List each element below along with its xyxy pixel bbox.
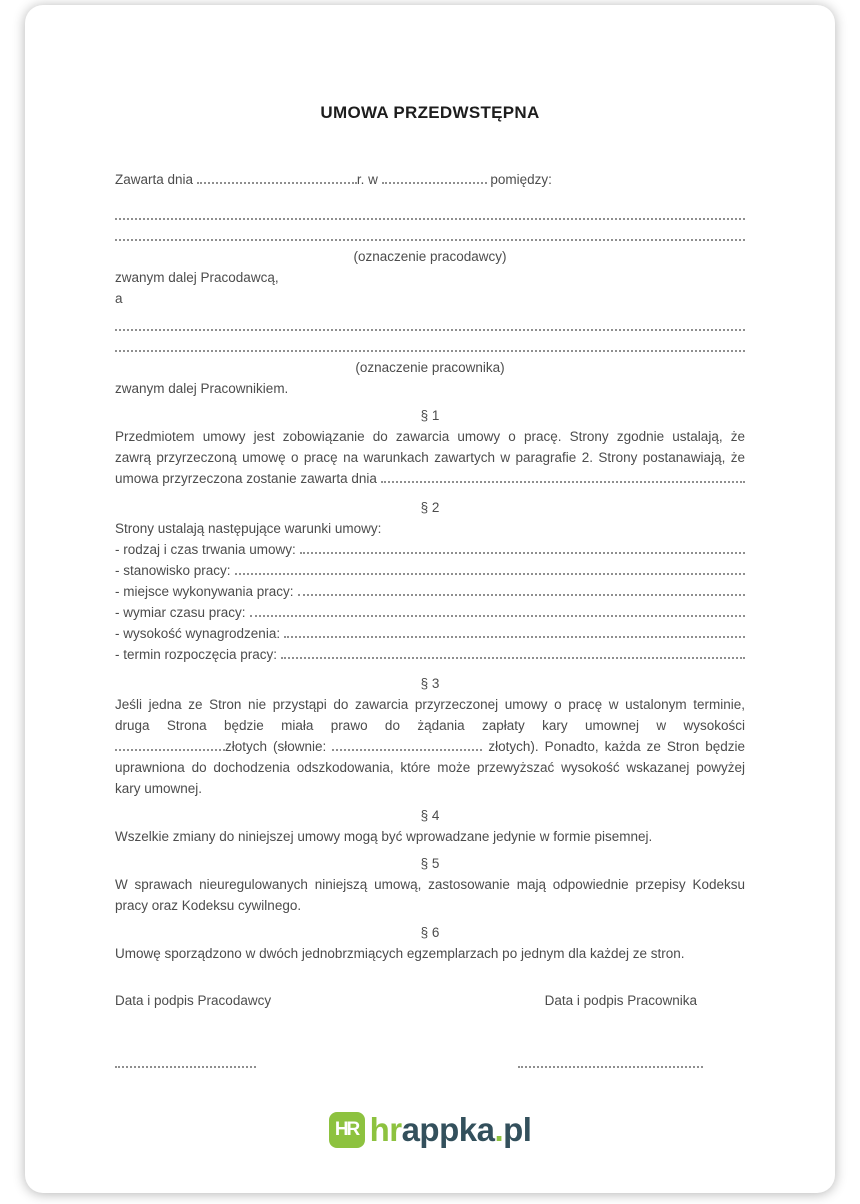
section-4-text: Wszelkie zmiany do niniejszej umowy mogą być wprowadzane jedynie w formie pisemnej. bbox=[115, 829, 653, 844]
section-1-heading: § 1 bbox=[420, 408, 440, 423]
list-item bbox=[115, 581, 745, 602]
wordmark-pl: pl bbox=[503, 1111, 532, 1148]
wordmark-hr: hr bbox=[369, 1111, 402, 1148]
contract-type-blank-line bbox=[300, 551, 745, 554]
employee-signature-label: Data i podpis Pracownika bbox=[544, 993, 697, 1008]
employee-caption: (oznaczenie pracownika) bbox=[355, 360, 505, 375]
workplace-label: - miejsce wykonywania pracy: bbox=[115, 584, 294, 599]
list-item bbox=[115, 539, 745, 560]
list-item bbox=[115, 644, 745, 665]
position-blank-line bbox=[235, 572, 745, 575]
signature-labels-row bbox=[115, 990, 745, 1011]
blank-line bbox=[115, 315, 745, 331]
employee-signature-blank-line bbox=[518, 1065, 703, 1068]
section-1-line-3 bbox=[115, 468, 745, 489]
section-3-line-2: druga Strona będzie miała prawo do żądania zapłaty kary umownej w wysokości bbox=[115, 718, 745, 733]
section-6-text: Umowę sporządzono w dwóch jednobrzmiących egzemplarzach po jednym dla każdej ze stron. bbox=[115, 946, 685, 961]
salary-label: - wysokość wynagrodzenia: bbox=[115, 626, 281, 641]
document-page bbox=[25, 5, 835, 1193]
employer-signature-blank-line bbox=[115, 1065, 256, 1068]
intro-text-1: Zawarta dnia bbox=[115, 172, 194, 187]
blank-line bbox=[115, 204, 745, 220]
section-3-line-3-text-b: złotych). Ponadto, każda ze Stron będzie bbox=[488, 739, 745, 754]
document-title: UMOWA PRZEDWSTĘPNA bbox=[320, 103, 540, 122]
section-1-line-2: zawrą przyrzeczoną umowę o pracę na warunkach zawartych w paragrafie 2. Strony postanawiają, że bbox=[115, 450, 745, 465]
section-6-heading: § 6 bbox=[420, 925, 440, 940]
employee-blank-lines bbox=[115, 315, 745, 352]
employer-designation: zwanym dalej Pracodawcą, bbox=[115, 270, 279, 285]
start-date-blank-line bbox=[281, 656, 745, 659]
blank-line bbox=[115, 225, 745, 241]
place-blank-line bbox=[382, 181, 487, 184]
contract-type-label: - rodzaj i czas trwania umowy: bbox=[115, 542, 296, 557]
list-item bbox=[115, 560, 745, 581]
intro-line bbox=[115, 169, 745, 190]
intro-text-2: r. w bbox=[356, 172, 378, 187]
employer-caption: (oznaczenie pracodawcy) bbox=[353, 249, 507, 264]
signature-lines-row bbox=[115, 1065, 745, 1068]
section-3-line-3-text-a: złotych (słownie: bbox=[225, 739, 327, 754]
section-3-line-3 bbox=[115, 736, 745, 757]
section-3-line-4: uprawniona do dochodzenia odszkodowania, które może przewyższać wysokość wskazanej powyżej bbox=[115, 760, 745, 775]
section-1-line-1: Przedmiotem umowy jest zobowiązanie do zawarcia umowy o pracę. Strony zgodnie ustalają, że bbox=[115, 429, 745, 444]
wordmark-appka: appka bbox=[401, 1111, 495, 1148]
intro-text-3: pomiędzy: bbox=[490, 172, 552, 187]
salary-blank-line bbox=[284, 635, 745, 638]
section-3-heading: § 3 bbox=[420, 676, 440, 691]
date-blank-line bbox=[197, 181, 357, 184]
section-3-line-1: Jeśli jedna ze Stron nie przystąpi do zawarcia przyrzeczonej umowy o pracę w ustalonym terminie, bbox=[115, 697, 745, 712]
working-time-blank-line bbox=[250, 614, 745, 617]
promised-date-blank-line bbox=[381, 480, 745, 483]
hrappka-logo bbox=[115, 1112, 745, 1148]
section-4-heading: § 4 bbox=[420, 808, 440, 823]
employer-blank-lines bbox=[115, 204, 745, 241]
section-2-intro: Strony ustalają następujące warunki umowy: bbox=[115, 521, 382, 536]
workplace-blank-line bbox=[298, 593, 745, 596]
section-3-line-5: kary umownej. bbox=[115, 781, 203, 796]
hrappka-logo-icon: HR bbox=[329, 1112, 365, 1148]
connector-a: a bbox=[115, 291, 123, 306]
list-item bbox=[115, 602, 745, 623]
section-5-line-2: pracy oraz Kodeksu cywilnego. bbox=[115, 898, 302, 913]
start-date-label: - termin rozpoczęcia pracy: bbox=[115, 647, 278, 662]
penalty-amount-blank-line bbox=[115, 748, 225, 751]
blank-line bbox=[115, 336, 745, 352]
section-2-heading: § 2 bbox=[420, 500, 440, 515]
employer-signature-label: Data i podpis Pracodawcy bbox=[115, 993, 272, 1008]
list-item bbox=[115, 623, 745, 644]
section-1-line-3-text: umowa przyrzeczona zostanie zawarta dnia bbox=[115, 471, 377, 486]
wordmark-dot: . bbox=[494, 1111, 504, 1148]
section-5-heading: § 5 bbox=[420, 856, 440, 871]
position-label: - stanowisko pracy: bbox=[115, 563, 231, 578]
penalty-words-blank-line bbox=[332, 748, 482, 751]
section-5-line-1: W sprawach nieuregulowanych niniejszą umową, zastosowanie mają odpowiednie przepisy Kodeksu bbox=[115, 877, 745, 892]
working-time-label: - wymiar czasu pracy: bbox=[115, 605, 246, 620]
hrappka-wordmark bbox=[370, 1112, 532, 1148]
employee-designation: zwanym dalej Pracownikiem. bbox=[115, 381, 289, 396]
